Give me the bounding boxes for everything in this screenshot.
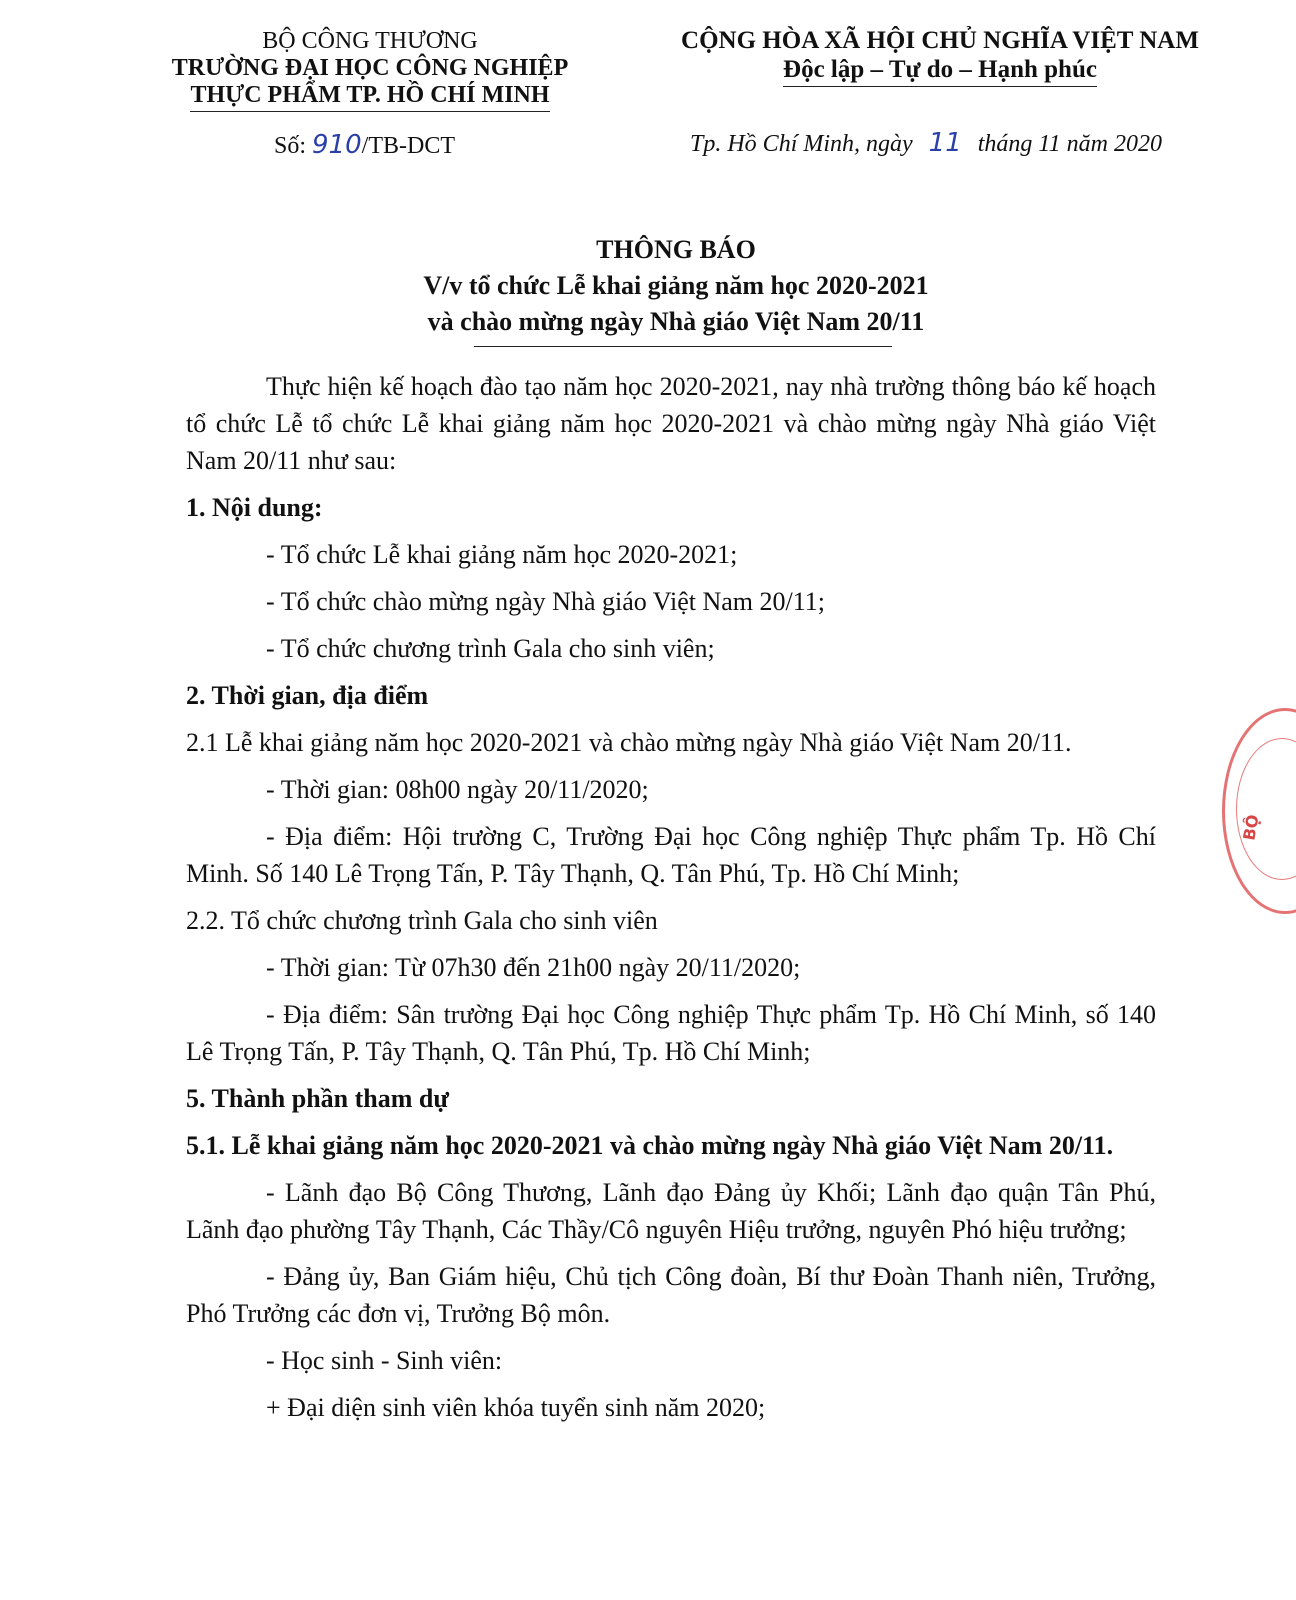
seal-text: BỘ <box>1239 813 1263 842</box>
attendee-item: - Học sinh - Sinh viên: <box>266 1346 503 1375</box>
attendee-item: - Đảng ủy, Ban Giám hiệu, Chủ tịch Công đoàn, Bí thư Đoàn Thanh niên, Trưởng, Phó Trưởng các đơn vị, Trưởng Bộ môn. <box>186 1262 1156 1328</box>
title-sub1: V/v tổ chức Lễ khai giảng năm học 2020-2021 <box>423 271 929 300</box>
school-name-line2: THỰC PHẨM TP. HỒ CHÍ MINH <box>190 82 549 112</box>
document-number <box>274 130 455 160</box>
doc-number-suffix: /TB-DCT <box>361 133 455 159</box>
section-2-1-time: - Thời gian: 08h00 ngày 20/11/2020; <box>266 775 649 804</box>
notice-title <box>186 232 1166 340</box>
attendee-item: + Đại diện sinh viên khóa tuyển sinh năm 2020; <box>266 1393 766 1422</box>
section-2-2-place: - Địa điểm: Sân trường Đại học Công nghiệp Thực phẩm Tp. Hồ Chí Minh, số 140 Lê Trọng Tấn, P. Tây Thạnh, Q. Tân Phú, Tp. Hồ Chí Minh; <box>186 1000 1156 1066</box>
title-sub2: và chào mừng ngày Nhà giáo Việt Nam 20/11 <box>427 307 925 336</box>
doc-number-handwritten: 910 <box>312 130 362 160</box>
section-5-heading: 5. Thành phần tham dự <box>186 1084 449 1113</box>
section-2-2-time: - Thời gian: Từ 07h30 đến 21h00 ngày 20/11/2020; <box>266 953 801 982</box>
nation-name: CỘNG HÒA XÃ HỘI CHỦ NGHĨA VIỆT NAM <box>681 27 1199 54</box>
date-day-handwritten: 11 <box>928 128 962 158</box>
document-date <box>690 128 1162 158</box>
section-1-heading: 1. Nội dung: <box>186 493 323 522</box>
section-2-1-place: - Địa điểm: Hội trường C, Trường Đại học Công nghiệp Thực phẩm Tp. Hồ Chí Minh. Số 140 Lê Trọng Tấn, P. Tây Thạnh, Q. Tân Phú, Tp. Hồ Chí Minh; <box>186 822 1156 888</box>
date-suffix: tháng 11 năm 2020 <box>977 131 1162 157</box>
section-1-item: - Tổ chức chương trình Gala cho sinh viên; <box>266 634 715 663</box>
national-header <box>660 26 1220 87</box>
section-2-2-title: 2.2. Tổ chức chương trình Gala cho sinh viên <box>186 906 658 935</box>
ministry-name: BỘ CÔNG THƯƠNG <box>262 28 478 54</box>
issuer-header <box>150 28 590 112</box>
title-main: THÔNG BÁO <box>596 235 756 264</box>
notice-body <box>186 368 1156 1426</box>
national-motto: Độc lập – Tự do – Hạnh phúc <box>783 55 1097 87</box>
section-1-item: - Tổ chức Lễ khai giảng năm học 2020-2021; <box>266 540 738 569</box>
section-2-1-title: 2.1 Lễ khai giảng năm học 2020-2021 và chào mừng ngày Nhà giáo Việt Nam 20/11. <box>186 728 1072 757</box>
school-name-line1: TRƯỜNG ĐẠI HỌC CÔNG NGHIỆP <box>171 55 569 81</box>
date-prefix: Tp. Hồ Chí Minh, ngày <box>690 131 913 157</box>
section-2-heading: 2. Thời gian, địa điểm <box>186 681 429 710</box>
title-underline <box>474 346 892 347</box>
doc-number-prefix: Số: <box>274 133 307 159</box>
intro-paragraph: Thực hiện kế hoạch đào tạo năm học 2020-2021, nay nhà trường thông báo kế hoạch tổ chức Lễ tổ chức Lễ khai giảng năm học 2020-2021 và chào mừng ngày Nhà giáo Việt Nam 20/11 như sau: <box>186 372 1156 475</box>
section-5-1-heading: 5.1. Lễ khai giảng năm học 2020-2021 và chào mừng ngày Nhà giáo Việt Nam 20/11. <box>186 1131 1114 1160</box>
attendee-item: - Lãnh đạo Bộ Công Thương, Lãnh đạo Đảng ủy Khối; Lãnh đạo quận Tân Phú, Lãnh đạo phường Tây Thạnh, Các Thầy/Cô nguyên Hiệu trưởng, nguyên Phó hiệu trưởng; <box>186 1178 1156 1244</box>
section-1-item: - Tổ chức chào mừng ngày Nhà giáo Việt Nam 20/11; <box>266 587 826 616</box>
